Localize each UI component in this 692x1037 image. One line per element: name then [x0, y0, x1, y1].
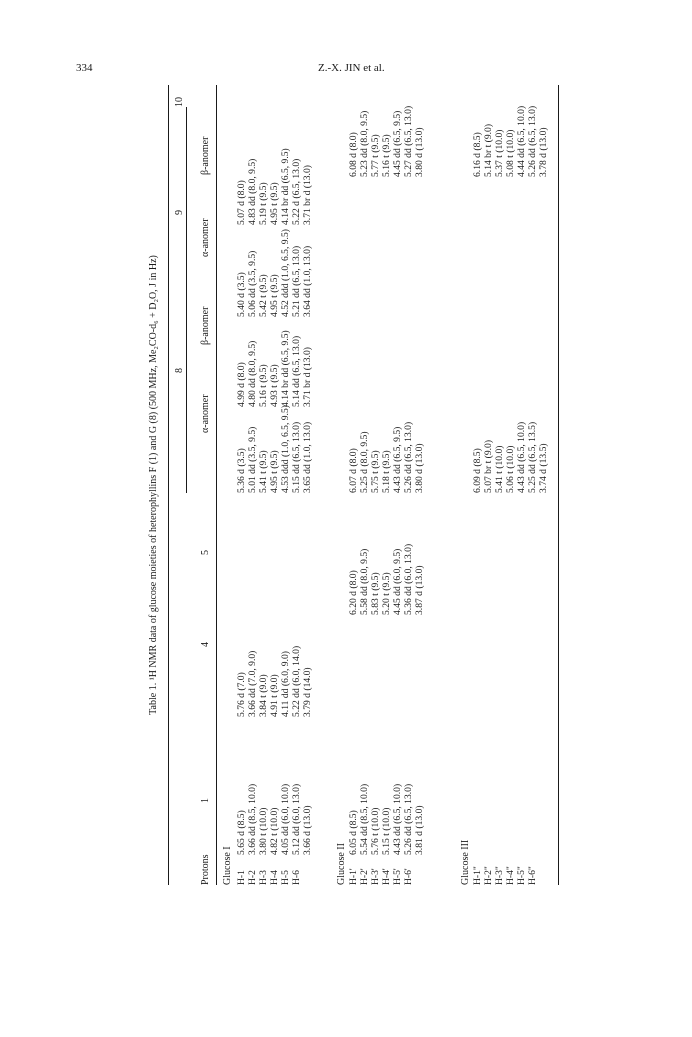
glucose-1-col-8-alpha: 5.36 d (3.5) 5.01 dd (3.5, 9.5) 5.41 t (9.5) 4.95 t (9.5) 4.53 ddd (1.0, 6.5, 9.5) 5.15 dd (6.5, 13.0) 3.65 dd (1.0, 13.0): [236, 405, 313, 493]
glucose-3-protons: H-1" H-2" H-3" H-4" H-5" H-6": [472, 866, 538, 885]
glucose-2-protons: H-1' H-2' H-3' H-4' H-5' H-6': [348, 868, 414, 885]
col-1: 1: [200, 798, 211, 803]
rule-9: [186, 107, 187, 325]
header-rule: [216, 85, 217, 885]
nmr-table: [148, 85, 568, 885]
col-9-alpha: α-anomer: [200, 218, 211, 257]
glucose-1-col-1: 5.65 d (8.5) 3.66 dd (8.5, 10.0) 3.80 t (10.0) 4.82 t (10.0) 4.05 dd (6.0, 10.0) 5.12 dd (6.0, 13.0) 3.66 d (13.0): [236, 783, 313, 855]
col-protons: Protons: [200, 854, 211, 885]
page-number: 334: [76, 62, 93, 74]
top-rule: [168, 85, 169, 885]
col-8-alpha: α-anomer: [200, 394, 211, 433]
bottom-rule: [558, 85, 559, 885]
col-8-beta: β-anomer: [200, 306, 211, 345]
glucose-1-col-9-beta: 5.07 d (8.0) 4.83 dd (8.0, 9.5) 5.19 t (9.5) 4.95 t (9.5) 4.14 br dd (6.5, 9.5) 5.22 d (6.5, 13.0) 3.71 br d (13.0): [236, 148, 313, 225]
table-caption: Table 1. ¹H NMR data of glucose moieties of heterophyllins F (1) and G (8) (500 MHz, Me₂CO-d₆ + D₂O, J in Hz): [148, 255, 159, 715]
glucose-1-title: Glucose I: [222, 846, 233, 885]
glucose-3-col-10: 6.16 d (8.5) 5.14 br t (9.0) 5.37 t (10.0) 5.08 t (10.0) 4.44 dd (6.5, 10.0) 5.26 dd (6.5, 13.0) 3.78 d (13.0): [472, 105, 549, 177]
glucose-1-col-8-beta: 4.99 d (8.0) 4.80 dd (8.0, 9.5) 5.16 t (9.5) 4.93 t (9.5) 4.14 br dd (6.5, 9.5) 5.14 dd (6.5, 13.0) 3.71 br d (13.0): [236, 330, 313, 407]
glucose-2-col-1: 6.05 d (8.5) 5.54 dd (8.5, 10.0) 5.76 t (10.0) 5.15 t (10.0) 4.43 dd (6.5, 10.0) 5.26 dd (6.5, 13.0) 3.81 d (13.0): [348, 783, 425, 855]
col-5: 5: [200, 550, 211, 555]
glucose-3-col-8: 6.09 d (8.5) 5.07 br t (9.0) 5.41 t (10.0) 5.06 t (10.0) 4.43 dd (6.5, 10.0) 5.25 dd (6.5, 13.5) 3.74 d (13.5): [472, 421, 549, 493]
col-9-beta: β-anomer: [200, 136, 211, 175]
glucose-2-col-5: 6.20 d (8.0) 5.58 dd (8.0, 9.5) 5.83 t (9.5) 5.20 t (9.5) 4.45 dd (6.0, 9.5) 5.36 dd (6.0, 13.0) 3.87 d (13.0): [348, 543, 425, 615]
col-4: 4: [200, 642, 211, 647]
glucose-2-title: Glucose II: [336, 843, 347, 885]
glucose-1-col-9-alpha: 5.40 d (3.5) 5.06 dd (3.5, 9.5) 5.42 t (9.5) 4.95 t (9.5) 4.52 ddd (1.0, 6.5, 9.5) 5.21 dd (6.5, 13.0) 3.64 dd (1.0, 13.0): [236, 229, 313, 317]
col-8: 8: [174, 368, 185, 373]
col-10: 10: [174, 97, 185, 107]
glucose-1-protons: H-1 H-2 H-3 H-4 H-5 H-6: [236, 870, 302, 885]
glucose-2-col-10: 6.08 d (8.0) 5.23 dd (8.0, 9.5) 5.77 t (9.5) 5.16 t (9.5) 4.45 dd (6.5, 9.5) 5.27 dd (6.5, 13.0) 3.80 d (13.0): [348, 105, 425, 177]
glucose-1-col-4: 5.76 d (7.0) 3.66 dd (7.0, 9.0) 3.84 t (9.0) 4.91 t (9.0) 4.11 dd (6.0, 9.0) 5.22 dd (6.0, 14.0) 3.79 d (14.0): [236, 645, 313, 717]
glucose-3-title: Glucose III: [460, 839, 471, 885]
glucose-2-col-8: 6.07 d (8.0) 5.25 d (8.0, 9.5) 5.75 t (9.5) 5.18 t (9.5) 4.43 dd (6.5, 9.5) 5.26 dd (6.5, 13.0) 3.80 d (13.0): [348, 421, 425, 493]
col-9: 9: [174, 210, 185, 215]
running-head: Z.-X. JIN et al.: [318, 62, 385, 74]
